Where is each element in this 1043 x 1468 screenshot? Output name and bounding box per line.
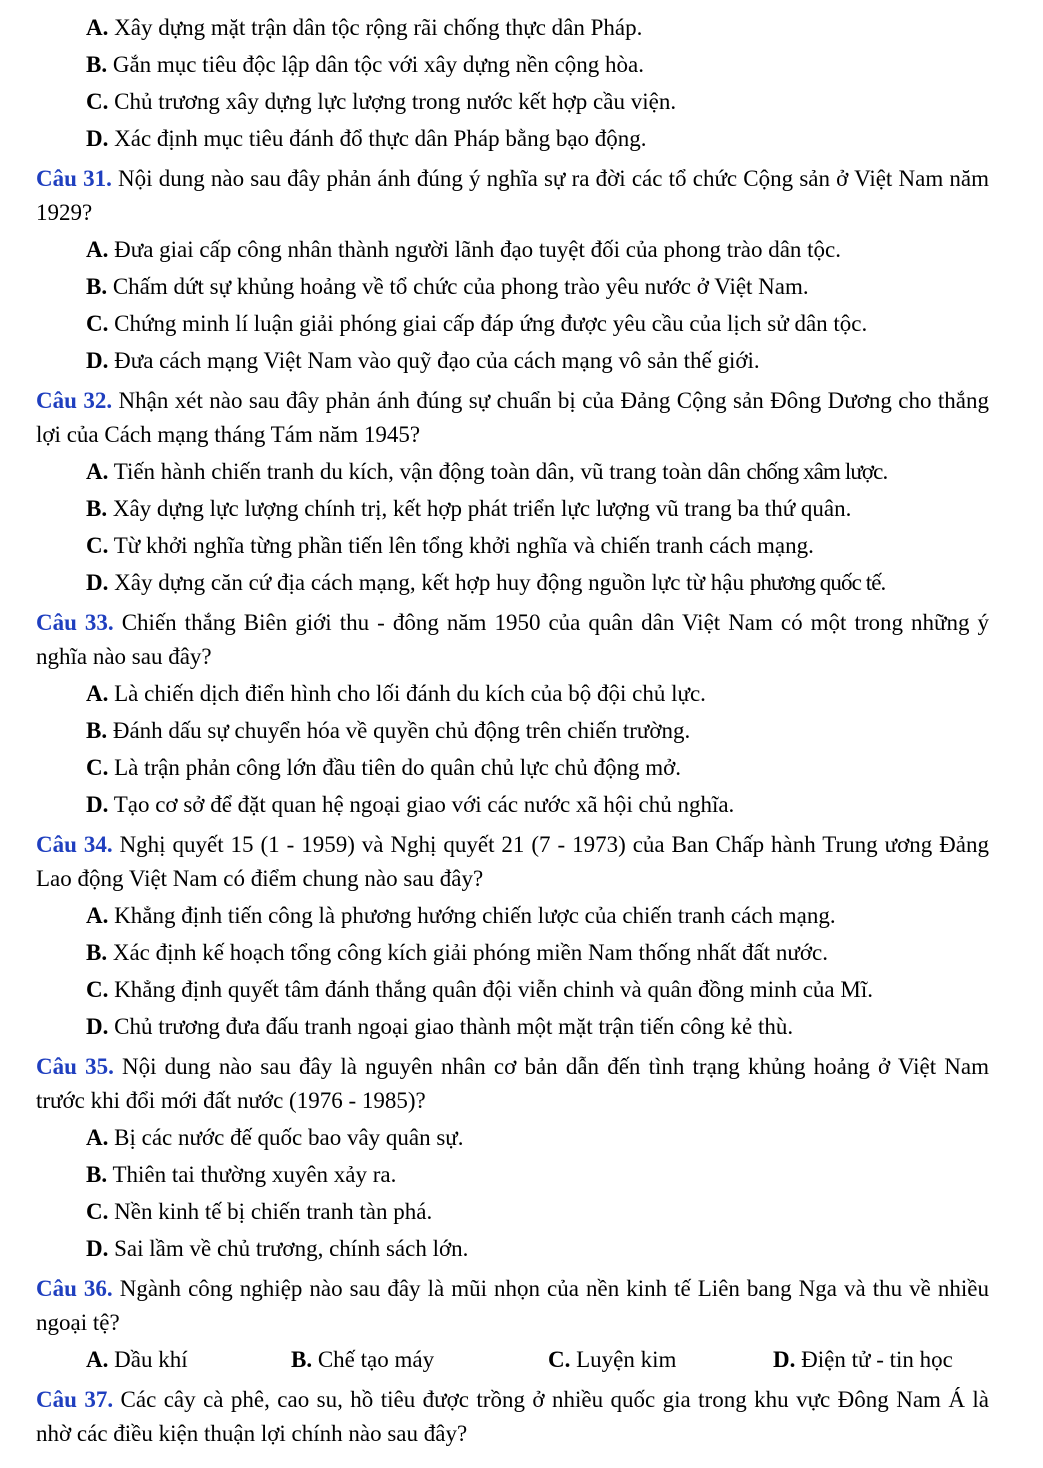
option-d: D. Tạo cơ sở để đặt quan hệ ngoại giao với các nước xã hội chủ nghĩa. — [86, 792, 735, 817]
option-c: C. Chứng minh lí luận giải phóng giai cấp đáp ứng được yêu cầu của lịch sử dân tộc. — [86, 311, 868, 336]
option-a: A. Tiến hành chiến tranh du kích, vận động toàn dân, vũ trang toàn dân chống xâm lược. — [86, 459, 888, 484]
option-a: A. Bị các nước đế quốc bao vây quân sự. — [86, 1125, 464, 1150]
question-35 — [36, 1050, 989, 1118]
option-b: B. Đánh dấu sự chuyển hóa về quyền chủ động trên chiến trường. — [86, 718, 691, 743]
option-b: B. Gắn mục tiêu độc lập dân tộc với xây dựng nền cộng hòa. — [86, 52, 644, 77]
option-c: C. Từ khởi nghĩa từng phần tiến lên tổng khởi nghĩa và chiến tranh cách mạng. — [86, 533, 814, 558]
option-b: B. Chấm dứt sự khủng hoảng về tổ chức của phong trào yêu nước ở Việt Nam. — [86, 274, 809, 299]
question-text: Nội dung nào sau đây phản ánh đúng ý nghĩa sự ra đời các tổ chức Cộng sản ở Việt Nam năm 1929? — [36, 166, 989, 225]
option-d: D. Xây dựng căn cứ địa cách mạng, kết hợp huy động nguồn lực từ hậu phương quốc tế. — [86, 570, 886, 595]
option-c: C. Chủ trương xây dựng lực lượng trong nước kết hợp cầu viện. — [86, 89, 677, 114]
question-36 — [36, 1272, 989, 1340]
question-text: Ngành công nghiệp nào sau đây là mũi nhọn của nền kinh tế Liên bang Nga và thu về nhiều ngoại tệ? — [36, 1276, 990, 1335]
question-text: Nhận xét nào sau đây phản ánh đúng sự chuẩn bị của Đảng Cộng sản Đông Dương cho thắng lợi của Cách mạng tháng Tám năm 1945? — [36, 388, 990, 447]
option-d: D. Sai lầm về chủ trương, chính sách lớn. — [86, 1236, 469, 1261]
question-31 — [36, 162, 989, 230]
option-c: C. Nền kinh tế bị chiến tranh tàn phá. — [86, 1199, 433, 1224]
option-a: A. Đưa giai cấp công nhân thành người lãnh đạo tuyệt đối của phong trào dân tộc. — [86, 237, 842, 262]
option-list — [36, 458, 989, 596]
option-a: A. Dầu khí — [86, 1347, 188, 1372]
question-32 — [36, 384, 989, 452]
option-d: D. Chủ trương đưa đấu tranh ngoại giao thành một mặt trận tiến công kẻ thù. — [86, 1014, 794, 1039]
question-number: Câu 36. — [36, 1276, 113, 1301]
option-c: C. Là trận phản công lớn đầu tiên do quân chủ lực chủ động mở. — [86, 755, 682, 780]
question-number: Câu 32. — [36, 388, 113, 413]
option-d: D. Điện tử - tin học — [773, 1347, 953, 1372]
option-list — [36, 1124, 989, 1262]
question-number: Câu 37. — [36, 1387, 114, 1412]
question-text: Nghị quyết 15 (1 - 1959) và Nghị quyết 21 (7 - 1973) của Ban Chấp hành Trung ương Đảng Lao động Việt Nam có điểm chung nào sau đây? — [36, 832, 990, 891]
option-d: D. Xác định mục tiêu đánh đổ thực dân Pháp bằng bạo động. — [86, 126, 647, 151]
option-b: B. Xác định kế hoạch tổng công kích giải phóng miền Nam thống nhất đất nước. — [86, 940, 828, 965]
question-text: Các cây cà phê, cao su, hồ tiêu được trồng ở nhiều quốc gia trong khu vực Đông Nam Á là nhờ các điều kiện thuận lợi chính nào sau đây? — [36, 1387, 990, 1446]
question-number: Câu 31. — [36, 166, 112, 191]
question-34 — [36, 828, 989, 896]
question-number: Câu 34. — [36, 832, 113, 857]
option-list — [36, 680, 989, 818]
question-37 — [36, 1383, 989, 1451]
question-33 — [36, 606, 989, 674]
option-b: B. Xây dựng lực lượng chính trị, kết hợp phát triển lực lượng vũ trang ba thứ quân. — [86, 496, 852, 521]
option-a: A. Là chiến dịch điển hình cho lối đánh du kích của bộ đội chủ lực. — [86, 681, 706, 706]
question-text: Nội dung nào sau đây là nguyên nhân cơ bản dẫn đến tình trạng khủng hoảng ở Việt Nam trước khi đổi mới đất nước (1976 - 1985)? — [36, 1054, 990, 1113]
option-a: A. Xây dựng mặt trận dân tộc rộng rãi chống thực dân Pháp. — [86, 15, 643, 40]
option-list — [36, 902, 989, 1040]
question-number: Câu 33. — [36, 610, 114, 635]
option-list — [36, 14, 989, 152]
question-text: Chiến thắng Biên giới thu - đông năm 1950 của quân dân Việt Nam có một trong những ý nghĩa nào sau đây? — [36, 610, 990, 669]
option-b: B. Chế tạo máy — [291, 1347, 435, 1372]
option-a: A. Khẳng định tiến công là phương hướng chiến lược của chiến tranh cách mạng. — [86, 903, 836, 928]
option-row — [86, 1346, 989, 1373]
option-list — [36, 236, 989, 374]
option-c: C. Khẳng định quyết tâm đánh thắng quân đội viễn chinh và quân đồng minh của Mĩ. — [86, 977, 873, 1002]
question-number: Câu 35. — [36, 1054, 114, 1079]
option-c: C. Luyện kim — [548, 1347, 677, 1372]
option-b: B. Thiên tai thường xuyên xảy ra. — [86, 1162, 397, 1187]
option-d: D. Đưa cách mạng Việt Nam vào quỹ đạo của cách mạng vô sản thế giới. — [86, 348, 760, 373]
